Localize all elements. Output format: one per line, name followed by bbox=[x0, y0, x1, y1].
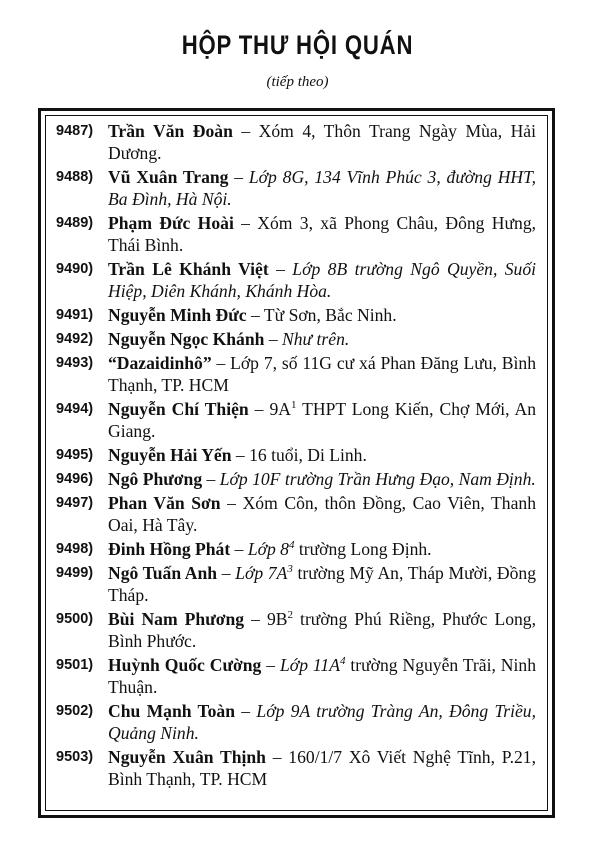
entry-address-rest: trường Phú Riềng, Phước Long, Bình Phước. bbox=[108, 609, 536, 651]
entry-name: Bùi Nam Phương bbox=[108, 609, 245, 629]
list-item: 9500) Bùi Nam Phương – $9B^2$ trường Phú Riềng, Phước Long, Bình Phước. bbox=[56, 609, 536, 651]
entry-name: Huỳnh Quốc Cường bbox=[108, 655, 262, 675]
entry-class-superscript: 4 bbox=[288, 539, 295, 552]
entry-address-prefix: 9A bbox=[269, 399, 291, 419]
entry-number: 9491) bbox=[56, 307, 94, 323]
entry-address: Lớp 7, số 11G cư xá Phan Đăng Lưu, Bình Thạnh, TP. HCM bbox=[108, 353, 536, 395]
entry-number: 9501) bbox=[56, 657, 94, 673]
entry-name: Phan Văn Sơn bbox=[108, 493, 221, 513]
entry-name: Đinh Hồng Phát bbox=[108, 539, 231, 559]
entry-number: 9489) bbox=[56, 215, 94, 231]
entry-name: Ngô Phương bbox=[108, 469, 203, 489]
entry-number: 9499) bbox=[56, 565, 94, 581]
entry-address-prefix: Lớp 11A bbox=[280, 655, 340, 675]
list-item: 9489) Phạm Đức Hoài – Xóm 3, xã Phong Châu, Đông Hưng, Thái Bình. bbox=[56, 213, 537, 255]
entry-address-rest: THPT Long Kiến, Chợ Mới, An Giang. bbox=[108, 399, 537, 441]
entry-number: 9500) bbox=[56, 611, 94, 627]
entry-class-superscript: 1 bbox=[290, 399, 297, 412]
list-item: 9493) “Dazaidinhô” – Lớp 7, số 11G cư xá Phan Đăng Lưu, Bình Thạnh, TP. HCM bbox=[56, 353, 536, 395]
list-item: 9498) Đinh Hồng Phát – Lớp $8^4$ trường Long Định. bbox=[56, 539, 432, 559]
entry-address: Lớp 8G, 134 Vĩnh Phúc 3, đường HHT, Ba Đình, Hà Nội. bbox=[108, 167, 536, 209]
entry-address: Từ Sơn, Bắc Ninh. bbox=[263, 305, 397, 325]
entry-number: 9487) bbox=[56, 123, 94, 139]
entry-name: Nguyễn Xuân Thịnh bbox=[108, 747, 266, 767]
entry-number: 9493) bbox=[56, 355, 94, 371]
list-item: 9494) Nguyễn Chí Thiện – $9A^1$ THPT Long Kiến, Chợ Mới, An Giang. bbox=[56, 399, 537, 441]
entry-address: Xóm 4, Thôn Trang Ngày Mùa, Hải Dương. bbox=[108, 121, 537, 163]
entry-address: 16 tuổi, Di Linh. bbox=[249, 445, 367, 465]
page-title: HỘP THƯ HỘI QUÁN bbox=[181, 30, 414, 60]
entry-name: “Dazaidinhô” bbox=[108, 353, 212, 373]
entry-number: 9494) bbox=[56, 401, 94, 417]
entry-class-superscript: 3 bbox=[287, 563, 293, 576]
entry-name: Vũ Xuân Trang bbox=[108, 167, 229, 187]
list-item: 9497) Phan Văn Sơn – Xóm Côn, thôn Đồng, Cao Viên, Thanh Oai, Hà Tây. bbox=[56, 493, 536, 535]
list-item: 9499) Ngô Tuấn Anh – Lớp $7A^3$ trường Mỹ An, Tháp Mười, Đồng Tháp. bbox=[56, 563, 537, 605]
entry-address: Xóm Côn, thôn Đồng, Cao Viên, Thanh Oai, Hà Tây. bbox=[108, 493, 536, 535]
entry-address-prefix: Lớp 7A bbox=[235, 563, 288, 583]
entry-address: Lớp 9A trường Tràng An, Đông Triều, Quảng Ninh. bbox=[108, 701, 536, 743]
entry-number: 9492) bbox=[56, 331, 94, 347]
list-item: 9502) Chu Mạnh Toàn – Lớp 9A trường Tràng An, Đông Triều, Quảng Ninh. bbox=[56, 701, 536, 743]
entry-name: Trần Lê Khánh Việt bbox=[108, 259, 269, 279]
list-item: 9496) Ngô Phương – Lớp 10F trường Trần Hưng Đạo, Nam Định. bbox=[56, 469, 536, 489]
list-item: 9503) Nguyễn Xuân Thịnh – 160/1/7 Xô Viết Nghệ Tĩnh, P.21, Bình Thạnh, TP. HCM bbox=[56, 747, 536, 789]
entry-name: Phạm Đức Hoài bbox=[108, 213, 234, 233]
entry-number: 9497) bbox=[56, 495, 94, 511]
list-item: 9488) Vũ Xuân Trang – Lớp 8G, 134 Vĩnh Phúc 3, đường HHT, Ba Đình, Hà Nội. bbox=[56, 167, 536, 209]
entry-address: 160/1/7 Xô Viết Nghệ Tĩnh, P.21, Bình Thạnh, TP. HCM bbox=[108, 747, 536, 789]
entry-address: Xóm 3, xã Phong Châu, Đông Hưng, Thái Bình. bbox=[108, 213, 537, 255]
entry-name: Nguyễn Chí Thiện bbox=[108, 399, 249, 419]
list-item: 9490) Trần Lê Khánh Việt – Lớp 8B trường Ngô Quyền, Suối Hiệp, Diên Khánh, Khánh Hòa. bbox=[56, 259, 537, 301]
entry-name: Chu Mạnh Toàn bbox=[108, 701, 236, 721]
entry-address: Như trên. bbox=[282, 329, 350, 349]
list-item: 9495) Nguyễn Hải Yến – 16 tuổi, Di Linh. bbox=[56, 445, 367, 465]
entry-class-superscript: 2 bbox=[287, 609, 294, 622]
entry-name: Nguyễn Hải Yến bbox=[108, 445, 232, 465]
entry-address-rest: trường Nguyễn Trãi, Ninh Thuận. bbox=[108, 655, 536, 697]
list-item: 9492) Nguyễn Ngọc Khánh – Như trên. bbox=[56, 329, 350, 349]
entry-name: Ngô Tuấn Anh bbox=[108, 563, 218, 583]
entry-number: 9502) bbox=[56, 703, 94, 719]
entry-address-prefix: 9B bbox=[266, 609, 288, 629]
entry-number: 9490) bbox=[56, 261, 94, 277]
list-item: 9487) Trần Văn Đoàn – Xóm 4, Thôn Trang Ngày Mùa, Hải Dương. bbox=[56, 121, 537, 163]
entry-number: 9488) bbox=[56, 169, 94, 185]
list-item: 9501) Huỳnh Quốc Cường – Lớp $11A^4$ trường Nguyễn Trãi, Ninh Thuận. bbox=[56, 655, 536, 697]
entry-number: 9495) bbox=[56, 447, 94, 463]
entry-number: 9496) bbox=[56, 471, 94, 487]
entry-address: Lớp 8B trường Ngô Quyền, Suối Hiệp, Diên Khánh, Khánh Hòa. bbox=[108, 259, 537, 301]
entry-name: Trần Văn Đoàn bbox=[108, 121, 233, 141]
entry-name: Nguyễn Minh Đức bbox=[108, 305, 247, 325]
page-subtitle: (tiếp theo) bbox=[266, 74, 329, 90]
letters-list bbox=[56, 120, 536, 792]
entry-address-rest: trường Long Định. bbox=[294, 539, 432, 559]
list-item: 9491) Nguyễn Minh Đức – Từ Sơn, Bắc Ninh. bbox=[56, 305, 397, 325]
entry-address: Lớp 10F trường Trần Hưng Đạo, Nam Định. bbox=[219, 469, 536, 489]
entry-number: 9503) bbox=[56, 749, 94, 765]
entry-name: Nguyễn Ngọc Khánh bbox=[108, 329, 265, 349]
entry-address-rest: trường Mỹ An, Tháp Mười, Đồng Tháp. bbox=[108, 563, 537, 605]
entry-address-prefix: Lớp 8 bbox=[247, 539, 289, 559]
entry-class-superscript: 4 bbox=[339, 655, 346, 668]
entry-number: 9498) bbox=[56, 541, 94, 557]
